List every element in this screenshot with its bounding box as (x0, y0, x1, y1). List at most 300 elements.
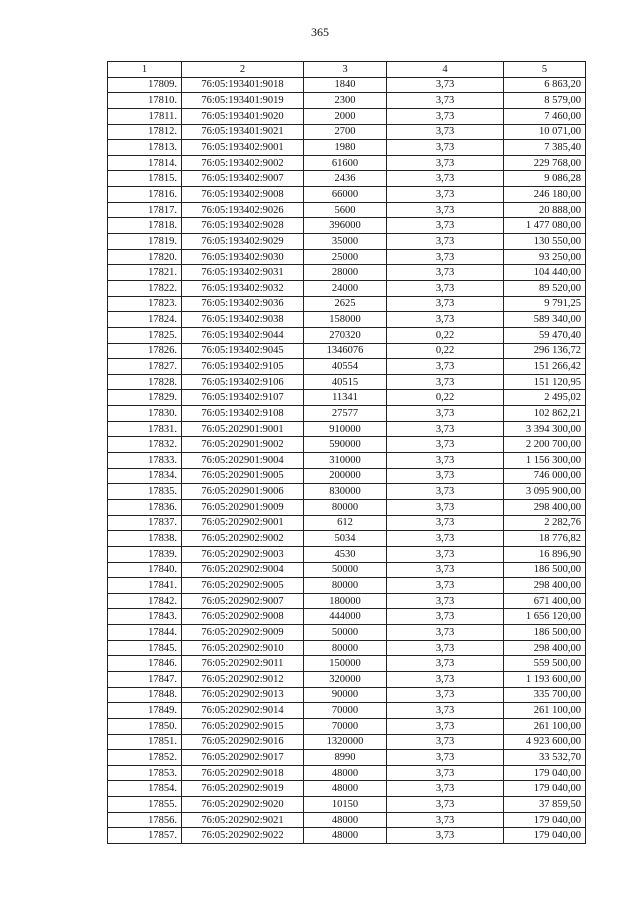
area-cell: 40554 (304, 359, 387, 375)
table-row (108, 703, 586, 719)
row-number-cell: 17847. (108, 671, 182, 687)
rate-cell: 3,73 (387, 703, 504, 719)
area-cell: 910000 (304, 421, 387, 437)
table-row (108, 734, 586, 750)
table-row (108, 234, 586, 250)
area-cell: 11341 (304, 390, 387, 406)
table-row (108, 453, 586, 469)
amount-cell: 179 040,00 (504, 765, 586, 781)
amount-cell: 6 863,20 (504, 77, 586, 93)
amount-cell: 2 200 700,00 (504, 437, 586, 453)
rate-cell: 3,73 (387, 765, 504, 781)
row-number-cell: 17856. (108, 812, 182, 828)
area-cell: 40515 (304, 374, 387, 390)
row-number-cell: 17852. (108, 750, 182, 766)
row-number-cell: 17825. (108, 327, 182, 343)
table-row (108, 265, 586, 281)
area-cell: 1980 (304, 140, 387, 156)
cadastral-number-cell: 76:05:193402:9044 (182, 327, 304, 343)
row-number-cell: 17811. (108, 108, 182, 124)
rate-cell: 3,73 (387, 828, 504, 844)
table-row (108, 625, 586, 641)
table-row (108, 546, 586, 562)
rate-cell: 3,73 (387, 671, 504, 687)
row-number-cell: 17843. (108, 609, 182, 625)
amount-cell: 298 400,00 (504, 640, 586, 656)
row-number-cell: 17838. (108, 531, 182, 547)
area-cell: 25000 (304, 249, 387, 265)
rate-cell: 3,73 (387, 218, 504, 234)
table-row (108, 155, 586, 171)
amount-cell: 671 400,00 (504, 593, 586, 609)
cadastral-number-cell: 76:05:193402:9030 (182, 249, 304, 265)
row-number-cell: 17832. (108, 437, 182, 453)
row-number-cell: 17829. (108, 390, 182, 406)
area-cell: 50000 (304, 625, 387, 641)
area-cell: 2700 (304, 124, 387, 140)
row-number-cell: 17809. (108, 77, 182, 93)
area-cell: 1840 (304, 77, 387, 93)
row-number-cell: 17846. (108, 656, 182, 672)
table-header-row (108, 62, 586, 78)
amount-cell: 179 040,00 (504, 828, 586, 844)
rate-cell: 0,22 (387, 343, 504, 359)
rate-cell: 3,73 (387, 781, 504, 797)
amount-cell: 186 500,00 (504, 625, 586, 641)
table-row (108, 499, 586, 515)
data-table (107, 61, 586, 844)
cadastral-number-cell: 76:05:202901:9004 (182, 453, 304, 469)
row-number-cell: 17848. (108, 687, 182, 703)
area-cell: 48000 (304, 812, 387, 828)
cadastral-number-cell: 76:05:193402:9032 (182, 280, 304, 296)
cadastral-number-cell: 76:05:202901:9002 (182, 437, 304, 453)
row-number-cell: 17849. (108, 703, 182, 719)
table-row (108, 77, 586, 93)
row-number-cell: 17818. (108, 218, 182, 234)
row-number-cell: 17814. (108, 155, 182, 171)
table-row (108, 812, 586, 828)
cadastral-number-cell: 76:05:202902:9015 (182, 718, 304, 734)
row-number-cell: 17833. (108, 453, 182, 469)
table-row (108, 515, 586, 531)
cadastral-number-cell: 76:05:202902:9001 (182, 515, 304, 531)
amount-cell: 261 100,00 (504, 703, 586, 719)
table-row (108, 187, 586, 203)
row-number-cell: 17841. (108, 578, 182, 594)
row-number-cell: 17845. (108, 640, 182, 656)
rate-cell: 0,22 (387, 327, 504, 343)
rate-cell: 3,73 (387, 515, 504, 531)
table-row (108, 531, 586, 547)
rate-cell: 3,73 (387, 468, 504, 484)
cadastral-number-cell: 76:05:202902:9004 (182, 562, 304, 578)
area-cell: 2436 (304, 171, 387, 187)
row-number-cell: 17837. (108, 515, 182, 531)
row-number-cell: 17834. (108, 468, 182, 484)
area-cell: 310000 (304, 453, 387, 469)
amount-cell: 559 500,00 (504, 656, 586, 672)
row-number-cell: 17842. (108, 593, 182, 609)
row-number-cell: 17835. (108, 484, 182, 500)
amount-cell: 104 440,00 (504, 265, 586, 281)
rate-cell: 3,73 (387, 437, 504, 453)
area-cell: 28000 (304, 265, 387, 281)
amount-cell: 9 086,28 (504, 171, 586, 187)
cadastral-number-cell: 76:05:202902:9019 (182, 781, 304, 797)
table-row (108, 140, 586, 156)
area-cell: 24000 (304, 280, 387, 296)
row-number-cell: 17822. (108, 280, 182, 296)
table-row (108, 640, 586, 656)
column-header-1: 1 (108, 62, 182, 78)
row-number-cell: 17827. (108, 359, 182, 375)
row-number-cell: 17857. (108, 828, 182, 844)
table-row (108, 562, 586, 578)
cadastral-number-cell: 76:05:202901:9006 (182, 484, 304, 500)
table-row (108, 718, 586, 734)
table-row (108, 484, 586, 500)
cadastral-number-cell: 76:05:193402:9008 (182, 187, 304, 203)
rate-cell: 3,73 (387, 734, 504, 750)
rate-cell: 3,73 (387, 374, 504, 390)
area-cell: 10150 (304, 797, 387, 813)
area-cell: 200000 (304, 468, 387, 484)
rate-cell: 3,73 (387, 234, 504, 250)
table-row (108, 218, 586, 234)
table-row (108, 359, 586, 375)
amount-cell: 93 250,00 (504, 249, 586, 265)
row-number-cell: 17851. (108, 734, 182, 750)
amount-cell: 18 776,82 (504, 531, 586, 547)
cadastral-number-cell: 76:05:193402:9029 (182, 234, 304, 250)
cadastral-number-cell: 76:05:193402:9105 (182, 359, 304, 375)
table-row (108, 171, 586, 187)
rate-cell: 3,73 (387, 155, 504, 171)
table-row (108, 108, 586, 124)
row-number-cell: 17850. (108, 718, 182, 734)
amount-cell: 102 862,21 (504, 406, 586, 422)
cadastral-number-cell: 76:05:202902:9016 (182, 734, 304, 750)
row-number-cell: 17816. (108, 187, 182, 203)
rate-cell: 3,73 (387, 108, 504, 124)
rate-cell: 3,73 (387, 312, 504, 328)
amount-cell: 335 700,00 (504, 687, 586, 703)
amount-cell: 1 156 300,00 (504, 453, 586, 469)
rate-cell: 3,73 (387, 421, 504, 437)
amount-cell: 7 460,00 (504, 108, 586, 124)
row-number-cell: 17815. (108, 171, 182, 187)
cadastral-number-cell: 76:05:202902:9012 (182, 671, 304, 687)
area-cell: 27577 (304, 406, 387, 422)
table-row (108, 468, 586, 484)
cadastral-number-cell: 76:05:202902:9013 (182, 687, 304, 703)
cadastral-number-cell: 76:05:193401:9019 (182, 93, 304, 109)
rate-cell: 3,73 (387, 812, 504, 828)
area-cell: 158000 (304, 312, 387, 328)
table-row (108, 421, 586, 437)
amount-cell: 298 400,00 (504, 499, 586, 515)
amount-cell: 33 532,70 (504, 750, 586, 766)
rate-cell: 3,73 (387, 187, 504, 203)
rate-cell: 3,73 (387, 656, 504, 672)
table-row (108, 765, 586, 781)
amount-cell: 1 477 080,00 (504, 218, 586, 234)
rate-cell: 3,73 (387, 406, 504, 422)
area-cell: 70000 (304, 703, 387, 719)
rate-cell: 3,73 (387, 453, 504, 469)
rate-cell: 3,73 (387, 124, 504, 140)
amount-cell: 1 193 600,00 (504, 671, 586, 687)
amount-cell: 20 888,00 (504, 202, 586, 218)
amount-cell: 179 040,00 (504, 781, 586, 797)
amount-cell: 130 550,00 (504, 234, 586, 250)
cadastral-number-cell: 76:05:202901:9001 (182, 421, 304, 437)
area-cell: 320000 (304, 671, 387, 687)
cadastral-number-cell: 76:05:193402:9026 (182, 202, 304, 218)
table-row (108, 750, 586, 766)
amount-cell: 3 095 900,00 (504, 484, 586, 500)
table-row (108, 374, 586, 390)
cadastral-number-cell: 76:05:202902:9007 (182, 593, 304, 609)
row-number-cell: 17831. (108, 421, 182, 437)
row-number-cell: 17812. (108, 124, 182, 140)
cadastral-number-cell: 76:05:193402:9036 (182, 296, 304, 312)
row-number-cell: 17839. (108, 546, 182, 562)
row-number-cell: 17826. (108, 343, 182, 359)
rate-cell: 3,73 (387, 609, 504, 625)
table-row (108, 249, 586, 265)
table-row (108, 797, 586, 813)
cadastral-number-cell: 76:05:193402:9045 (182, 343, 304, 359)
cadastral-number-cell: 76:05:202902:9022 (182, 828, 304, 844)
row-number-cell: 17830. (108, 406, 182, 422)
amount-cell: 16 896,90 (504, 546, 586, 562)
amount-cell: 261 100,00 (504, 718, 586, 734)
rate-cell: 3,73 (387, 593, 504, 609)
amount-cell: 4 923 600,00 (504, 734, 586, 750)
area-cell: 8990 (304, 750, 387, 766)
amount-cell: 246 180,00 (504, 187, 586, 203)
cadastral-number-cell: 76:05:202902:9005 (182, 578, 304, 594)
area-cell: 2300 (304, 93, 387, 109)
area-cell: 396000 (304, 218, 387, 234)
cadastral-number-cell: 76:05:193402:9108 (182, 406, 304, 422)
cadastral-number-cell: 76:05:193401:9021 (182, 124, 304, 140)
area-cell: 35000 (304, 234, 387, 250)
area-cell: 5034 (304, 531, 387, 547)
area-cell: 2625 (304, 296, 387, 312)
rate-cell: 3,73 (387, 93, 504, 109)
area-cell: 5600 (304, 202, 387, 218)
cadastral-number-cell: 76:05:202902:9002 (182, 531, 304, 547)
row-number-cell: 17820. (108, 249, 182, 265)
area-cell: 48000 (304, 781, 387, 797)
area-cell: 70000 (304, 718, 387, 734)
area-cell: 180000 (304, 593, 387, 609)
cadastral-number-cell: 76:05:193402:9002 (182, 155, 304, 171)
rate-cell: 3,73 (387, 249, 504, 265)
amount-cell: 37 859,50 (504, 797, 586, 813)
table-row (108, 343, 586, 359)
area-cell: 444000 (304, 609, 387, 625)
cadastral-number-cell: 76:05:202902:9014 (182, 703, 304, 719)
rate-cell: 3,73 (387, 140, 504, 156)
area-cell: 48000 (304, 828, 387, 844)
cadastral-number-cell: 76:05:202902:9008 (182, 609, 304, 625)
amount-cell: 89 520,00 (504, 280, 586, 296)
table-row (108, 406, 586, 422)
table-row (108, 609, 586, 625)
amount-cell: 10 071,00 (504, 124, 586, 140)
row-number-cell: 17853. (108, 765, 182, 781)
cadastral-number-cell: 76:05:202902:9011 (182, 656, 304, 672)
cadastral-number-cell: 76:05:193402:9038 (182, 312, 304, 328)
table-row (108, 781, 586, 797)
table-row (108, 656, 586, 672)
rate-cell: 3,73 (387, 578, 504, 594)
amount-cell: 2 282,76 (504, 515, 586, 531)
cadastral-number-cell: 76:05:202902:9018 (182, 765, 304, 781)
amount-cell: 229 768,00 (504, 155, 586, 171)
amount-cell: 186 500,00 (504, 562, 586, 578)
rate-cell: 3,73 (387, 202, 504, 218)
row-number-cell: 17824. (108, 312, 182, 328)
row-number-cell: 17817. (108, 202, 182, 218)
column-header-4: 4 (387, 62, 504, 78)
amount-cell: 8 579,00 (504, 93, 586, 109)
amount-cell: 7 385,40 (504, 140, 586, 156)
table-row (108, 312, 586, 328)
row-number-cell: 17819. (108, 234, 182, 250)
cadastral-number-cell: 76:05:202902:9017 (182, 750, 304, 766)
table-row (108, 93, 586, 109)
rate-cell: 3,73 (387, 562, 504, 578)
rate-cell: 3,73 (387, 484, 504, 500)
area-cell: 830000 (304, 484, 387, 500)
row-number-cell: 17840. (108, 562, 182, 578)
area-cell: 2000 (304, 108, 387, 124)
cadastral-number-cell: 76:05:202901:9005 (182, 468, 304, 484)
row-number-cell: 17823. (108, 296, 182, 312)
area-cell: 270320 (304, 327, 387, 343)
area-cell: 50000 (304, 562, 387, 578)
table-row (108, 671, 586, 687)
table-row (108, 124, 586, 140)
rate-cell: 3,73 (387, 546, 504, 562)
amount-cell: 59 470,40 (504, 327, 586, 343)
area-cell: 90000 (304, 687, 387, 703)
table-row (108, 437, 586, 453)
rate-cell: 3,73 (387, 359, 504, 375)
area-cell: 48000 (304, 765, 387, 781)
table-row (108, 296, 586, 312)
cadastral-number-cell: 76:05:193402:9031 (182, 265, 304, 281)
amount-cell: 179 040,00 (504, 812, 586, 828)
table-row (108, 327, 586, 343)
table-row (108, 828, 586, 844)
rate-cell: 3,73 (387, 171, 504, 187)
rate-cell: 3,73 (387, 687, 504, 703)
rate-cell: 3,73 (387, 640, 504, 656)
area-cell: 80000 (304, 578, 387, 594)
cadastral-number-cell: 76:05:202902:9009 (182, 625, 304, 641)
cadastral-number-cell: 76:05:193402:9107 (182, 390, 304, 406)
row-number-cell: 17855. (108, 797, 182, 813)
area-cell: 1346076 (304, 343, 387, 359)
cadastral-number-cell: 76:05:202902:9010 (182, 640, 304, 656)
area-cell: 150000 (304, 656, 387, 672)
amount-cell: 2 495,02 (504, 390, 586, 406)
row-number-cell: 17844. (108, 625, 182, 641)
table-row (108, 280, 586, 296)
rate-cell: 3,73 (387, 77, 504, 93)
table-row (108, 687, 586, 703)
rate-cell: 3,73 (387, 625, 504, 641)
rate-cell: 3,73 (387, 499, 504, 515)
cadastral-number-cell: 76:05:193402:9106 (182, 374, 304, 390)
rate-cell: 0,22 (387, 390, 504, 406)
cadastral-number-cell: 76:05:202902:9003 (182, 546, 304, 562)
amount-cell: 151 120,95 (504, 374, 586, 390)
area-cell: 80000 (304, 499, 387, 515)
amount-cell: 9 791,25 (504, 296, 586, 312)
cadastral-number-cell: 76:05:193401:9020 (182, 108, 304, 124)
column-header-3: 3 (304, 62, 387, 78)
row-number-cell: 17813. (108, 140, 182, 156)
row-number-cell: 17821. (108, 265, 182, 281)
amount-cell: 1 656 120,00 (504, 609, 586, 625)
amount-cell: 151 266,42 (504, 359, 586, 375)
table-row (108, 593, 586, 609)
rate-cell: 3,73 (387, 296, 504, 312)
rate-cell: 3,73 (387, 750, 504, 766)
row-number-cell: 17854. (108, 781, 182, 797)
rate-cell: 3,73 (387, 265, 504, 281)
page-number: 365 (311, 25, 329, 39)
area-cell: 1320000 (304, 734, 387, 750)
area-cell: 590000 (304, 437, 387, 453)
rate-cell: 3,73 (387, 718, 504, 734)
amount-cell: 589 340,00 (504, 312, 586, 328)
amount-cell: 746 000,00 (504, 468, 586, 484)
rate-cell: 3,73 (387, 797, 504, 813)
cadastral-number-cell: 76:05:202902:9021 (182, 812, 304, 828)
column-header-5: 5 (504, 62, 586, 78)
cadastral-number-cell: 76:05:202901:9009 (182, 499, 304, 515)
cadastral-number-cell: 76:05:193402:9028 (182, 218, 304, 234)
area-cell: 61600 (304, 155, 387, 171)
row-number-cell: 17836. (108, 499, 182, 515)
amount-cell: 298 400,00 (504, 578, 586, 594)
table-row (108, 578, 586, 594)
amount-cell: 3 394 300,00 (504, 421, 586, 437)
rate-cell: 3,73 (387, 280, 504, 296)
area-cell: 4530 (304, 546, 387, 562)
row-number-cell: 17810. (108, 93, 182, 109)
cadastral-number-cell: 76:05:193402:9007 (182, 171, 304, 187)
area-cell: 66000 (304, 187, 387, 203)
amount-cell: 296 136,72 (504, 343, 586, 359)
cadastral-number-cell: 76:05:193401:9018 (182, 77, 304, 93)
cadastral-number-cell: 76:05:193402:9001 (182, 140, 304, 156)
table-row (108, 390, 586, 406)
area-cell: 612 (304, 515, 387, 531)
area-cell: 80000 (304, 640, 387, 656)
cadastral-number-cell: 76:05:202902:9020 (182, 797, 304, 813)
row-number-cell: 17828. (108, 374, 182, 390)
rate-cell: 3,73 (387, 531, 504, 547)
